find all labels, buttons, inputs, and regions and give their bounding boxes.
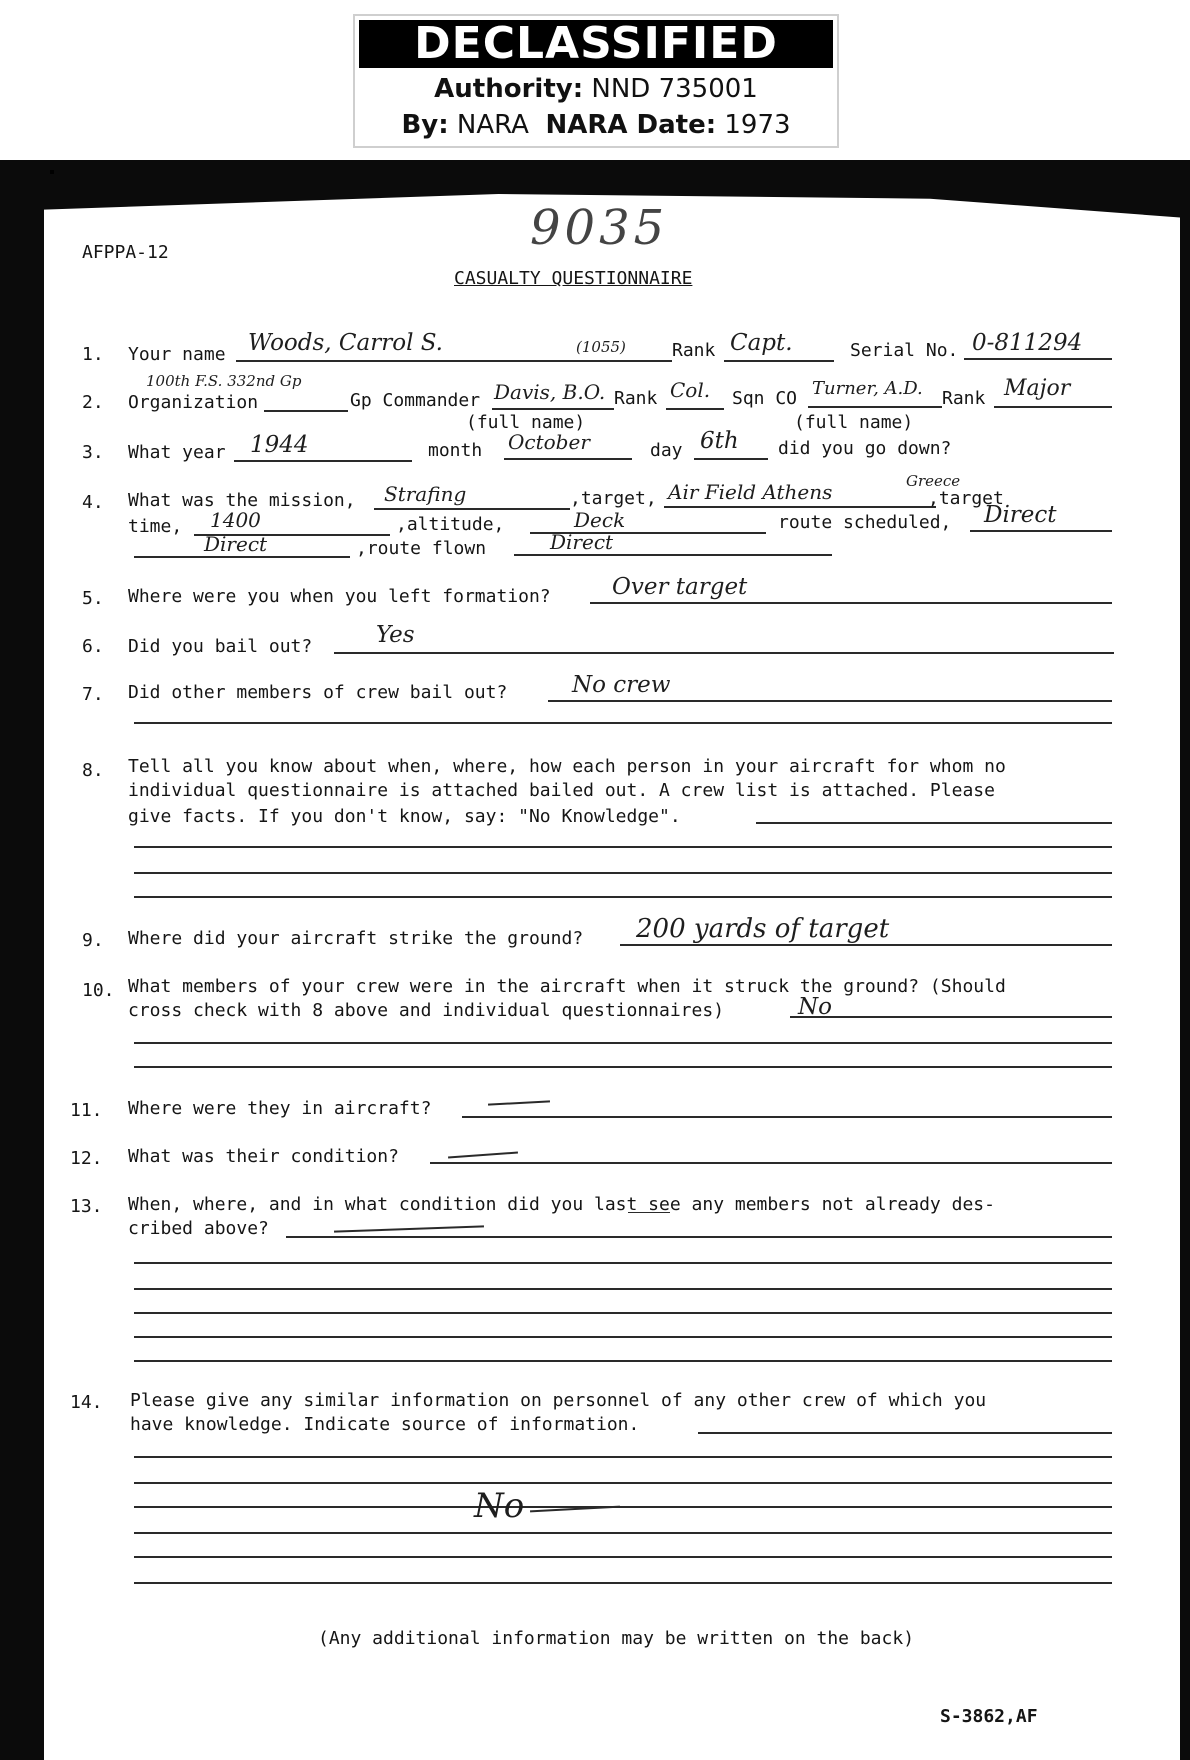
q10-line-b [134,1066,1112,1068]
q8-line2: individual questionnaire is attached bailed out. A crew list is attached. Please [128,780,995,801]
q13-line-b [134,1288,1112,1290]
q1-serial-label: Serial No. [850,340,959,361]
answer-sqn-rank: Major [1004,376,1071,401]
q9-number: 9. [82,930,104,951]
answer-target: Air Field Athens [668,480,833,504]
q8-line1: Tell all you know about when, where, how each person in your aircraft for whom no [128,756,1006,777]
q9-text: Where did your aircraft strike the ground? [128,928,584,949]
q7-line [548,700,1112,702]
q13-line1: When, where, and in what condition did you last see any members not already des- [128,1194,995,1215]
q13-line-c [134,1312,1112,1314]
answer-gp-commander: Davis, B.O. [494,380,606,404]
answer-q5: Over target [612,574,748,600]
form-code: S-3862,AF [940,1706,1038,1727]
q14-number: 14. [70,1392,103,1413]
q3-month-label: month [428,440,483,461]
q4-route-sched-cont-line [134,556,350,558]
q12-text: What was their condition? [128,1146,399,1167]
answer-mission: Strafing [384,482,467,506]
answer-day: 6th [700,428,739,454]
q2-sqn-line [808,406,942,408]
answer-year: 1944 [250,432,309,458]
answer-q9: 200 yards of target [636,914,890,944]
q14-line-e [134,1556,1112,1558]
answer-organization: 100th F.S. 332nd Gp [146,372,302,390]
q10-line-a [134,1042,1112,1044]
q8-number: 8. [82,760,104,781]
answer-target-note: Greece [906,472,961,490]
q14-line2: have knowledge. Indicate source of information. [130,1414,640,1435]
q13-number: 13. [70,1196,103,1217]
q1-serial-line [964,358,1112,360]
q4-mission-line [374,508,570,510]
q4-number: 4. [82,492,104,513]
q2-number: 2. [82,392,104,413]
q4-target-label: ,target, [570,488,657,509]
q13-line-e [134,1360,1112,1362]
q14-line-c [134,1506,1112,1508]
q4-target2-label: ,target [928,488,1004,509]
q12-line [430,1162,1112,1164]
q3-day-label: day [650,440,683,461]
q2-gp-label: Gp Commander [350,390,481,411]
q5-text: Where were you when you left formation? [128,586,551,607]
q2-rank-line [666,408,724,410]
q13-line-d [134,1336,1112,1338]
q4-route-sched-line [970,530,1112,532]
answer-name-suffix: (1055) [576,338,626,356]
q3-tail: did you go down? [778,438,952,459]
q11-number: 11. [70,1100,103,1121]
q11-text: Where were they in aircraft? [128,1098,432,1119]
q2-rank2-line [994,406,1112,408]
q9-line [620,944,1112,946]
answer-route-flown: Direct [550,530,614,554]
q1-rank-label: Rank [672,340,716,361]
answer-month: October [508,430,590,454]
q10-line2: cross check with 8 above and individual questionnaires) [128,1000,725,1021]
q4-time-label: time, [128,516,183,537]
answer-sqn-co: Turner, A.D. [812,378,923,399]
q10-number: 10. [82,980,115,1001]
answer-route-scheduled: Direct [984,502,1057,528]
footer-note: (Any additional information may be written on the back) [318,1628,915,1649]
stamp-authority-label: Authority: [434,74,584,104]
q6-text: Did you bail out? [128,636,313,657]
q5-line [590,602,1112,604]
q3-year-line [234,460,412,462]
answer-altitude: Deck [574,508,626,532]
q3-month-line [504,458,632,460]
answer-q10: No [798,994,832,1020]
q3-number: 3. [82,442,104,463]
q8-line3: give facts. If you don't know, say: "No Knowledge". [128,806,681,827]
scan-speck [50,170,54,174]
q13-answer-line [286,1236,1112,1238]
answer-gp-rank: Col. [670,378,711,402]
q7-extra-line [134,722,1112,724]
answer-route-scheduled-cont: Direct [204,532,268,556]
q13-last-underline [628,1212,670,1213]
q4-mission-label: What was the mission, [128,490,356,511]
file-number: 9035 [530,200,669,256]
q2-org-line [264,410,348,412]
answer-q14: No [474,1486,525,1526]
q6-line [334,652,1114,654]
q13-line2: cribed above? [128,1218,269,1239]
q2-full-name-1: (full name) [466,412,586,433]
q7-text: Did other members of crew bail out? [128,682,508,703]
page-title: CASUALTY QUESTIONNAIRE [454,268,693,289]
stamp-by-line [355,110,837,140]
q8-line-c [134,896,1112,898]
q5-number: 5. [82,588,104,609]
q1-rank-line [724,360,834,362]
q2-rank2-label: Rank [942,388,986,409]
answer-serial: 0-811294 [972,330,1083,356]
q14-line-f [134,1582,1112,1584]
stamp-date-value: 1973 [724,110,791,140]
q2-full-name-2: (full name) [794,412,914,433]
q3-year-label: What year [128,442,226,463]
q4-route-flown-line [514,554,832,556]
q1-number: 1. [82,344,104,365]
q12-number: 12. [70,1148,103,1169]
stamp-date-label: NARA Date: [545,110,717,140]
q4-target-line [664,506,936,508]
answer-time: 1400 [210,508,261,532]
q6-number: 6. [82,636,104,657]
q14-line-a [134,1456,1112,1458]
q2-gp-line [492,408,614,410]
q8-line-a [134,846,1112,848]
q7-number: 7. [82,684,104,705]
stamp-heading: DECLASSIFIED [359,20,833,68]
q11-line [462,1116,1112,1118]
q8-line-b [134,872,1112,874]
answer-q6: Yes [376,622,415,648]
stamp-authority-value: NND 735001 [591,74,758,104]
answer-name: Woods, Carrol S. [248,330,443,356]
q13-line-a [134,1262,1112,1264]
q3-day-line [694,458,768,460]
answer-q7: No crew [572,672,671,698]
q14-answer-line [698,1432,1112,1434]
declassified-stamp [353,14,839,148]
stamp-by-value: NARA [456,110,529,140]
stamp-by-label: By: [401,110,449,140]
q2-sqn-label: Sqn CO [732,388,798,409]
stamp-authority-line [355,74,837,104]
answer-rank: Capt. [730,330,793,356]
q4-altitude-label: ,altitude, [396,514,505,535]
q10-line1: What members of your crew were in the aircraft when it struck the ground? (Should [128,976,1006,997]
form-id: AFPPA-12 [82,242,169,263]
q2-rank-label: Rank [614,388,658,409]
q1-name-label: Your name [128,344,226,365]
q10-answer-line [790,1016,1112,1018]
q14-line1: Please give any similar information on personnel of any other crew of which you [130,1390,987,1411]
q8-answer-line [756,822,1112,824]
q4-route-sched-label: route scheduled, [778,512,952,533]
q14-line-d [134,1532,1112,1534]
q2-org-label: Organization [128,392,259,413]
q1-name-line [236,360,672,362]
q4-route-flown-label: ,route flown [356,538,487,559]
q14-line-b [134,1482,1112,1484]
